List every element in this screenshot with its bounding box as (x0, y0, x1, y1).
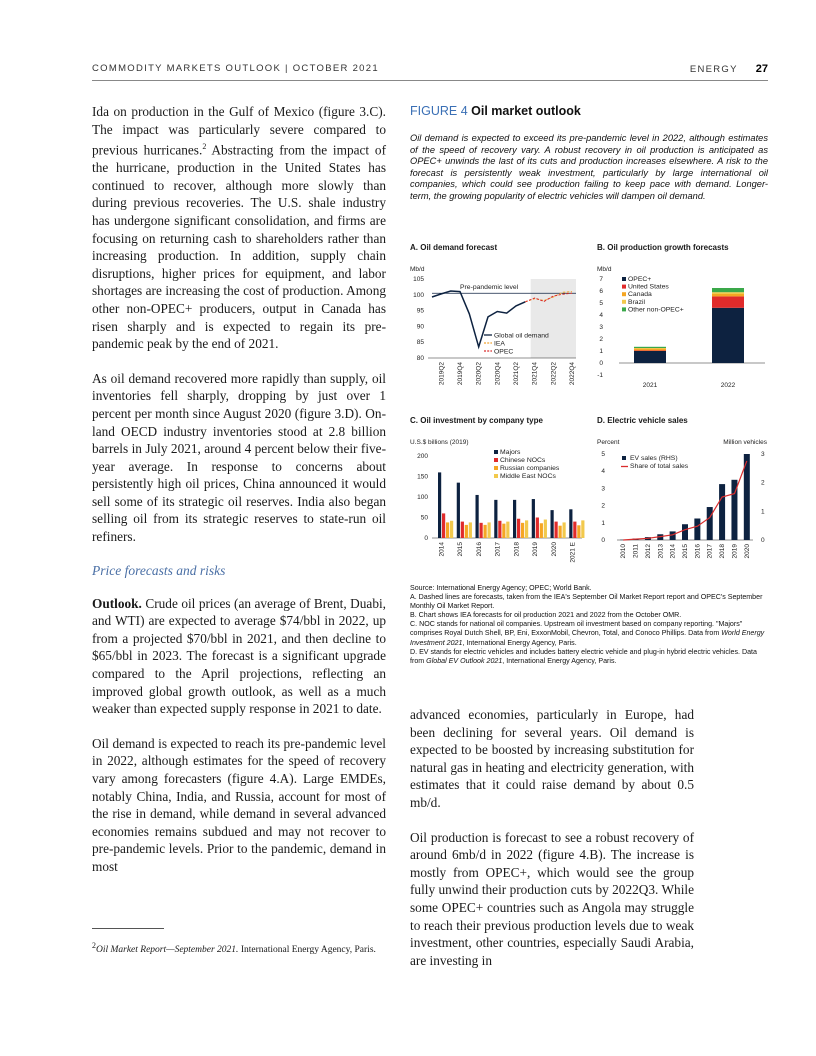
y-tick-label: 100 (413, 291, 424, 299)
y-tick-label: 4 (599, 312, 603, 319)
y-tick-label: 0 (424, 535, 428, 542)
legend-label: Middle East NOCs (500, 473, 556, 480)
legend-label: Chinese NOCs (500, 457, 546, 464)
legend-swatch (622, 277, 626, 281)
bar-russian-companies (465, 525, 468, 538)
legend-label: Share of total sales (630, 463, 689, 470)
bar-segment-united-states (634, 350, 666, 351)
header-rule (92, 80, 768, 81)
running-title: COMMODITY MARKETS OUTLOOK | OCTOBER 2021 (92, 63, 379, 74)
footnote-rule (92, 928, 164, 929)
bar-majors (438, 472, 441, 538)
x-tick-label: 2010 (620, 544, 628, 559)
y-tick-label-left: 5 (601, 451, 605, 458)
y-tick-label-right: 2 (761, 479, 765, 487)
x-tick-label: 2021Q4 (531, 362, 539, 386)
x-tick-label: 2022 (720, 382, 736, 389)
y-tick-label: 7 (599, 276, 603, 283)
x-tick-label: 2015 (682, 544, 689, 559)
paragraph-text: Crude oil prices (an average of Brent, Duabi, and WTI) are expected to average $74/bbl in 2022, up from a projected $70/bbl in 2021, and then decline to $65/bbl in 2023. The forecast is a significant upgrade compared to the April projections, reflecting an improved global growth outlook, as well as a much weaker than expected supply response in 2021 to date. (92, 595, 386, 717)
note-text: , International Energy Agency, Paris. (462, 638, 577, 647)
y-tick-label: 1 (599, 348, 603, 355)
footnote-ref[interactable]: 2 (202, 142, 207, 152)
bar-middle-east-nocs (544, 520, 547, 538)
bar-middle-east-nocs (450, 521, 453, 538)
note-text: C. NOC stands for national oil companies. Upstream oil investment based on company reporting. "Majors" comprises Royal Dutch Shell, BP, Eni, ExxonMobil, Chevron, Total, and Conoco Phillips. Data from (410, 620, 743, 638)
note-text: , International Energy Agency, Paris. (502, 656, 617, 665)
legend-label: OPEC (494, 348, 514, 356)
legend-label: Canada (628, 291, 652, 299)
x-tick-label: 2020Q2 (475, 362, 483, 386)
x-tick-label: 2016 (475, 542, 483, 557)
bar-segment-canada (712, 294, 744, 296)
y-tick-label: 150 (417, 473, 428, 481)
footnote-title: Oil Market Report—September 2021. (95, 945, 239, 956)
paragraph: Oil demand is expected to reach its pre-pandemic level in 2022, although estimates for the speed of recovery vary among forecasters (figure 4.A). Large EMDEs, notably China, India, and Russia, account for most of the rise in demand, while demand in several advanced economies remains subdued and may not recover to pre-pandemic levels. Prior to the pandemic, demand in most (92, 735, 386, 874)
panel-d-chart (597, 432, 768, 578)
legend-swatch (622, 307, 626, 311)
legend-swatch (494, 450, 498, 454)
section-name: ENERGY (689, 64, 738, 75)
forecast-shading (531, 279, 576, 358)
x-tick-label: 2017 (706, 544, 714, 559)
paragraph-lead: Outlook. (92, 595, 142, 611)
legend-swatch (622, 300, 626, 304)
x-tick-label: 2022Q2 (550, 362, 558, 386)
left-column (92, 103, 386, 893)
panel-b-chart (597, 259, 768, 403)
bar-majors (476, 495, 479, 538)
y-tick-label-left: 3 (601, 485, 605, 493)
footnote-text: International Energy Agency, Paris. (238, 945, 376, 956)
bar-segment-opec- (634, 351, 666, 363)
panel-a-chart (410, 259, 586, 403)
bar-chinese-nocs (461, 522, 464, 538)
y-axis-unit: U.S.$ billions (2019) (410, 439, 469, 446)
bar-segment-other-non-opec- (712, 288, 744, 292)
pre-pandemic-label: Pre-pandemic level (460, 284, 519, 292)
y-tick-label: 200 (417, 453, 428, 460)
paragraph: Oil production is forecast to see a robust recovery of around 6mb/d in 2022 (figure 4.B). The increase is mostly from OPEC+, which would see the group fully unwind their production cuts by 2022Q3. While some OPEC+ countries such as Angola may struggle to reach their previous production levels due to weak investment, other countries, especially Saudi Arabia, are investing in (410, 829, 694, 968)
y-tick-label-left: 1 (601, 519, 605, 527)
bar-russian-companies (502, 524, 505, 538)
figure-header (410, 104, 768, 203)
panel-d (597, 416, 768, 576)
figure-caption: Oil demand is expected to exceed its pre-pandemic level in 2022, although estimates of the speed of recovery vary. A robust recovery in oil production is anticipated as OPEC+ unwinds the last of its cuts and production increases elsewhere. A risk to the forecast is persistently weak investment, particularly by large international oil companies, which could see production failing to keep pace with demand. Longer-term, the growing popularity of electric vehicles will dampen oil demand. (410, 133, 768, 201)
x-tick-label: 2013 (657, 544, 665, 559)
y-axis-unit: Mb/d (597, 266, 612, 273)
x-tick-label: 2020 (550, 542, 558, 557)
y-tick-label: 80 (416, 355, 424, 362)
right-column (410, 706, 694, 986)
note-text: D. EV stands for electric vehicles and includes battery electric vehicle and plug-in hybrid electric vehicles. Data from (410, 647, 757, 665)
bar-chinese-nocs (536, 518, 539, 539)
source-line: Source: International Energy Agency; OPEC; World Bank. (410, 584, 592, 592)
legend-swatch (494, 474, 498, 478)
y-tick-label: 0 (599, 360, 603, 367)
footnote (92, 939, 386, 957)
bar-middle-east-nocs (506, 522, 509, 538)
legend-label: Brazil (628, 298, 645, 306)
section-subheading: Price forecasts and risks (92, 562, 226, 578)
panel-c-title: C. Oil investment by company type (410, 416, 543, 425)
y-tick-label: 5 (599, 300, 603, 307)
y-axis-unit-right: Million vehicles (723, 439, 767, 446)
y-tick-label: 3 (599, 324, 603, 331)
y-tick-label-left: 4 (601, 468, 605, 476)
paragraph-text: Abstracting from the impact of the hurricane, production in the United States has continued to recover, although more slowly than during previous recoveries. The U.S. shale industry has undergone significant consolidation, and firms are focusing on returning cash to shareholders rather than increasing production. In addition, supply chain disruptions, higher prices for equipment, and labor shortages are increasing the cost of production. Among other non-OPEC+ producers, output in Canada has risen sharply and is expected to regain its pre-pandemic peak by the end of 2021. (92, 142, 386, 352)
figure-title-text: Oil market outlook (471, 104, 581, 118)
legend-swatch (494, 458, 498, 462)
y-axis-unit: Mb/d (410, 266, 425, 273)
bar-majors (513, 500, 516, 538)
bar-chinese-nocs (498, 521, 501, 538)
y-axis-unit-left: Percent (597, 439, 620, 446)
x-tick-label: 2019Q2 (438, 362, 446, 386)
bar-russian-companies (521, 523, 524, 538)
x-tick-label: 2022Q4 (569, 362, 576, 386)
legend-label: IEA (494, 340, 505, 348)
bar-majors (457, 483, 460, 538)
x-tick-label: 2014 (669, 544, 677, 559)
bar-middle-east-nocs (525, 520, 528, 538)
bar-ev-sales (707, 507, 713, 540)
bar-ev-sales (682, 524, 688, 540)
bar-middle-east-nocs (581, 520, 584, 538)
note-citation: Global EV Outlook 2021 (426, 656, 503, 665)
legend-label: Russian companies (500, 465, 560, 472)
paragraph: advanced economies, particularly in Europe, had been declining for several years. Oil demand is expected to be boosted by increasing substitution for natural gas in heating and electricity generation, with estimates that it could raise demand by about 0.5 mb/d. (410, 707, 694, 810)
bar-middle-east-nocs (563, 522, 566, 538)
x-tick-label: 2018 (719, 544, 727, 559)
bar-russian-companies (559, 526, 562, 538)
figure-source-notes (410, 584, 768, 666)
note-citation: World Energy Investment 2021 (410, 629, 765, 647)
y-tick-label: 105 (413, 276, 424, 283)
x-tick-label: 2011 (632, 544, 640, 558)
bar-segment-canada (634, 349, 666, 351)
bar-chinese-nocs (480, 523, 483, 538)
bar-russian-companies (446, 522, 449, 538)
bar-majors (532, 499, 535, 538)
paragraph-text: Ida on production in the Gulf of Mexico (figure 3.C). The impact was particularly severe compared to previous hurricanes. (92, 104, 386, 158)
panel-c-chart (410, 432, 586, 578)
y-tick-label: 2 (599, 336, 603, 343)
legend-label: Other non-OPEC+ (628, 306, 684, 314)
bar-russian-companies (577, 525, 580, 538)
x-tick-label: 2018 (513, 542, 521, 557)
panel-d-title: D. Electric vehicle sales (597, 416, 688, 425)
x-tick-label: 2012 (644, 544, 652, 559)
y-tick-label-right: 1 (761, 508, 765, 516)
panel-b (597, 243, 768, 403)
page-header (92, 63, 768, 77)
paragraph (92, 103, 386, 353)
y-tick-label: 90 (416, 323, 424, 331)
note-c (410, 620, 768, 647)
x-tick-label: 2017 (494, 542, 502, 557)
bar-segment-brazil (712, 292, 744, 294)
y-tick-label: 50 (420, 514, 428, 522)
x-tick-label: 2021Q2 (513, 362, 520, 386)
bar-segment-other-non-opec- (634, 347, 666, 348)
bar-majors (569, 509, 572, 538)
bar-majors (551, 510, 554, 538)
y-tick-label-right: 3 (761, 451, 765, 458)
bar-russian-companies (484, 525, 487, 538)
bar-middle-east-nocs (469, 522, 472, 538)
y-tick-label: 85 (416, 339, 424, 347)
bar-chinese-nocs (442, 513, 445, 538)
bar-russian-companies (540, 523, 543, 538)
panel-b-title: B. Oil production growth forecasts (597, 243, 729, 252)
note-d (410, 648, 768, 666)
y-tick-label-left: 2 (601, 502, 605, 510)
bar-chinese-nocs (555, 522, 558, 538)
legend-label: Majors (500, 449, 521, 456)
legend-label: OPEC+ (628, 276, 652, 283)
bar-middle-east-nocs (488, 522, 491, 538)
x-tick-label: 2021 E (569, 542, 577, 563)
x-tick-label: 2020 (743, 544, 751, 559)
x-tick-label: 2014 (438, 542, 446, 557)
x-tick-label: 2019 (731, 544, 739, 559)
page-number: 27 (755, 63, 768, 75)
bar-chinese-nocs (573, 522, 576, 538)
x-tick-label: 2020Q4 (494, 362, 502, 386)
y-tick-label: 6 (599, 288, 603, 295)
x-tick-label: 2021 (642, 382, 658, 389)
bar-ev-sales (694, 519, 700, 541)
legend-label: EV sales (RHS) (630, 455, 678, 462)
legend-swatch (494, 466, 498, 470)
bar-segment-opec- (712, 308, 744, 363)
x-tick-label: 2016 (694, 544, 702, 559)
x-tick-label: 2019 (532, 542, 540, 557)
panel-a-title: A. Oil demand forecast (410, 243, 498, 252)
paragraph (92, 595, 386, 718)
x-tick-label: 2015 (457, 542, 465, 557)
bar-segment-united-states (712, 296, 744, 307)
bar-segment-brazil (634, 348, 666, 349)
legend-swatch (622, 292, 626, 296)
bar-majors (494, 500, 497, 538)
y-tick-label-right: 0 (761, 537, 765, 544)
figure-label: FIGURE 4 (410, 104, 468, 118)
legend-swatch (622, 456, 626, 460)
y-tick-label-left: 0 (601, 537, 605, 544)
legend-label: Global oil demand (494, 332, 549, 340)
figure-title (410, 104, 768, 118)
bar-ev-sales (719, 484, 725, 540)
footnote-number: 2 (92, 941, 96, 950)
panel-a (410, 243, 586, 403)
y-tick-label: -1 (597, 372, 603, 379)
legend-label: United States (628, 283, 669, 291)
bar-chinese-nocs (517, 519, 520, 538)
x-tick-label: 2019Q4 (457, 362, 464, 386)
legend-swatch (622, 285, 626, 289)
y-tick-label: 100 (417, 494, 428, 501)
paragraph: As oil demand recovered more rapidly than supply, oil inventories fell sharply, dropping by just over 1 percent per month since August 2020 (figure 3.D). On-land OECD industry inventories stood at 2.8 billion barrels in July 2021, around 4 percent below their five-year average. In response to concerns about persistently high oil prices, China announced it would sell some of its strategic oil reserves. India also began selling oil from its strategic reserves to state-run oil refiners. (92, 370, 386, 545)
y-tick-label: 95 (416, 307, 424, 315)
note-b: B. Chart shows IEA forecasts for oil production 2021 and 2022 from the October OMR. (410, 611, 682, 620)
header-right (690, 63, 768, 75)
panel-c (410, 416, 586, 576)
note-a: A. Dashed lines are forecasts, taken from the IEA's September Oil Market Report report and OPEC's September Monthly Oil Market Report. (410, 593, 763, 611)
